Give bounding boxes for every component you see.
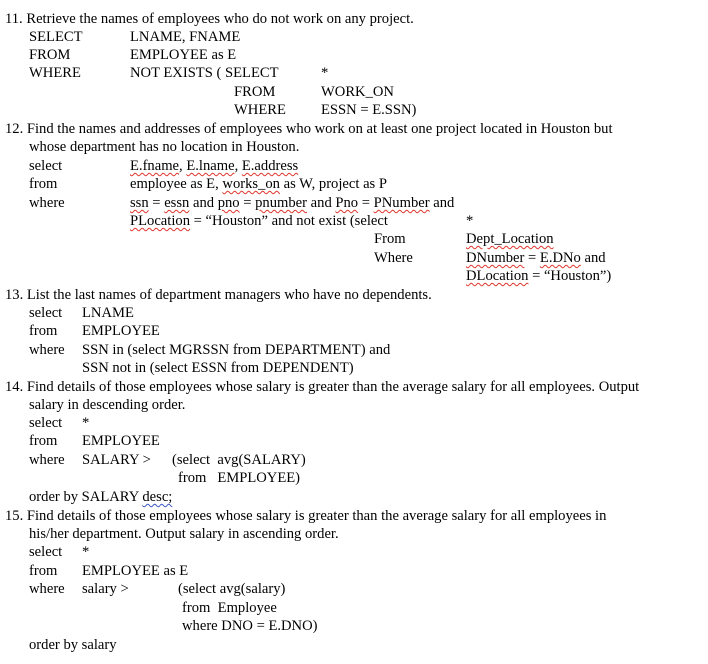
q11-subquery-from-keyword: FROM	[234, 84, 276, 100]
q12-where-line1	[130, 194, 454, 212]
q12-sel-sep: ,	[234, 158, 242, 174]
q11-where-keyword: WHERE	[29, 65, 81, 81]
q12-sel-address: E.address	[241, 158, 299, 174]
q12-sc-op: and	[580, 250, 606, 266]
q12-select-columns	[130, 157, 298, 175]
q12-subquery-from-keyword: From	[374, 231, 406, 247]
q12-w-token: pno	[217, 195, 240, 211]
q15-select-keyword: select	[29, 544, 63, 560]
q12-w-op: =	[358, 195, 374, 211]
q15-order-by: order by salary	[29, 637, 117, 653]
q12-sc2-rest: = “Houston”)	[528, 268, 612, 284]
q12-sc-token: E.DNo	[539, 250, 581, 266]
q15-from-table: EMPLOYEE as E	[82, 563, 189, 579]
q14-subquery-select: (select avg(SALARY)	[172, 452, 306, 468]
q12-w-op: and	[189, 195, 218, 211]
q14-subquery-from: from EMPLOYEE)	[178, 470, 301, 486]
q12-sel-sep: ,	[179, 158, 187, 174]
q12-where-keyword: where	[29, 195, 65, 211]
q12-dept-location: Dept_Location	[466, 231, 554, 247]
q11-select-columns: LNAME, FNAME	[130, 29, 241, 45]
q12-sel-fname: E.fname	[130, 158, 180, 174]
q12-subquery-cond-line2	[466, 267, 611, 285]
q12-from-keyword: from	[29, 176, 58, 192]
q12-from-tables	[130, 175, 387, 193]
q14-order-by	[29, 488, 172, 506]
q13-from-keyword: from	[29, 323, 58, 339]
q14-from-keyword: from	[29, 433, 58, 449]
q11-subquery-from-table: WORK_ON	[321, 84, 394, 100]
q11-from-table: EMPLOYEE as E	[130, 47, 237, 63]
q12-w-token: pnumber	[255, 195, 308, 211]
q12-from-part: as W, project as P	[279, 176, 387, 192]
q12-w-op: and	[429, 195, 455, 211]
q13-where-cond2: SSN not in (select ESSN from DEPENDENT)	[82, 360, 354, 376]
q13-select-keyword: select	[29, 305, 63, 321]
q12-where-line2	[130, 212, 388, 230]
q12-subquery-where-keyword: Where	[374, 250, 413, 266]
q15-title-line1: 15. Find details of those employees whose salary is greater than the average salary for all employees in	[5, 508, 607, 524]
q12-w-op: and	[307, 195, 336, 211]
q11-not-exists: NOT EXISTS ( SELECT	[130, 65, 279, 81]
q14-from-table: EMPLOYEE	[82, 433, 160, 449]
q13-select-columns: LNAME	[82, 305, 134, 321]
q15-subquery-where: where DNO = E.DNO)	[182, 618, 318, 634]
q15-where-keyword: where	[29, 581, 65, 597]
q13-where-keyword: where	[29, 342, 65, 358]
q11-title: 11. Retrieve the names of employees who do not work on any project.	[5, 11, 414, 27]
q15-where-cond: salary >	[82, 581, 129, 597]
q12-sc-op: =	[524, 250, 540, 266]
q14-where-cond: SALARY >	[82, 452, 151, 468]
q12-w2-rest: = “Houston” and not exist (select	[190, 213, 388, 229]
q12-sc2-dlocation: DLocation	[466, 268, 529, 284]
q14-order-desc: desc;	[142, 489, 173, 505]
q15-subquery-select: (select avg(salary)	[178, 581, 286, 597]
q14-star: *	[82, 415, 90, 431]
q12-w2-plocation: PLocation	[130, 213, 190, 229]
q11-star: *	[321, 65, 329, 81]
q14-where-keyword: where	[29, 452, 65, 468]
q14-order-text: order by SALARY	[29, 489, 143, 505]
q12-w-token: Pno	[335, 195, 359, 211]
q12-title-line2: whose department has no location in Houston.	[29, 139, 300, 155]
q11-subquery-condition: ESSN = E.SSN)	[321, 102, 417, 118]
q12-subquery-from-table	[466, 230, 554, 248]
q12-from-works-on: works_on	[222, 176, 280, 192]
q14-title-line1: 14. Find details of those employees whose salary is greater than the average salary for all employees. Output	[5, 379, 640, 395]
q12-select-keyword: select	[29, 158, 63, 174]
q15-title-line2: his/her department. Output salary in ascending order.	[29, 526, 339, 542]
q13-title: 13. List the last names of department managers who have no dependents.	[5, 287, 432, 303]
q12-from-part: employee as E,	[130, 176, 223, 192]
q15-star: *	[82, 544, 90, 560]
q11-from-keyword: FROM	[29, 47, 71, 63]
q15-subquery-from: from Employee	[182, 600, 277, 616]
q12-w-op: =	[239, 195, 256, 211]
q13-from-table: EMPLOYEE	[82, 323, 160, 339]
q12-title-line1: 12. Find the names and addresses of employees who work on at least one project located in Houston but	[5, 121, 613, 137]
q12-w-token: PNumber	[373, 195, 430, 211]
q11-select-keyword: SELECT	[29, 29, 83, 45]
q15-from-keyword: from	[29, 563, 58, 579]
q12-star: *	[466, 213, 474, 229]
q11-subquery-where-keyword: WHERE	[234, 102, 286, 118]
q12-sc-token: DNumber	[466, 250, 525, 266]
q14-title-line2: salary in descending order.	[29, 397, 186, 413]
q12-w-token: essn	[164, 195, 190, 211]
q12-subquery-cond-line1	[466, 249, 606, 267]
q13-where-cond1: SSN in (select MGRSSN from DEPARTMENT) and	[82, 342, 391, 358]
q14-select-keyword: select	[29, 415, 63, 431]
q12-w-token: ssn	[130, 195, 149, 211]
q12-w-op: =	[148, 195, 165, 211]
q12-sel-lname: E.lname	[186, 158, 235, 174]
